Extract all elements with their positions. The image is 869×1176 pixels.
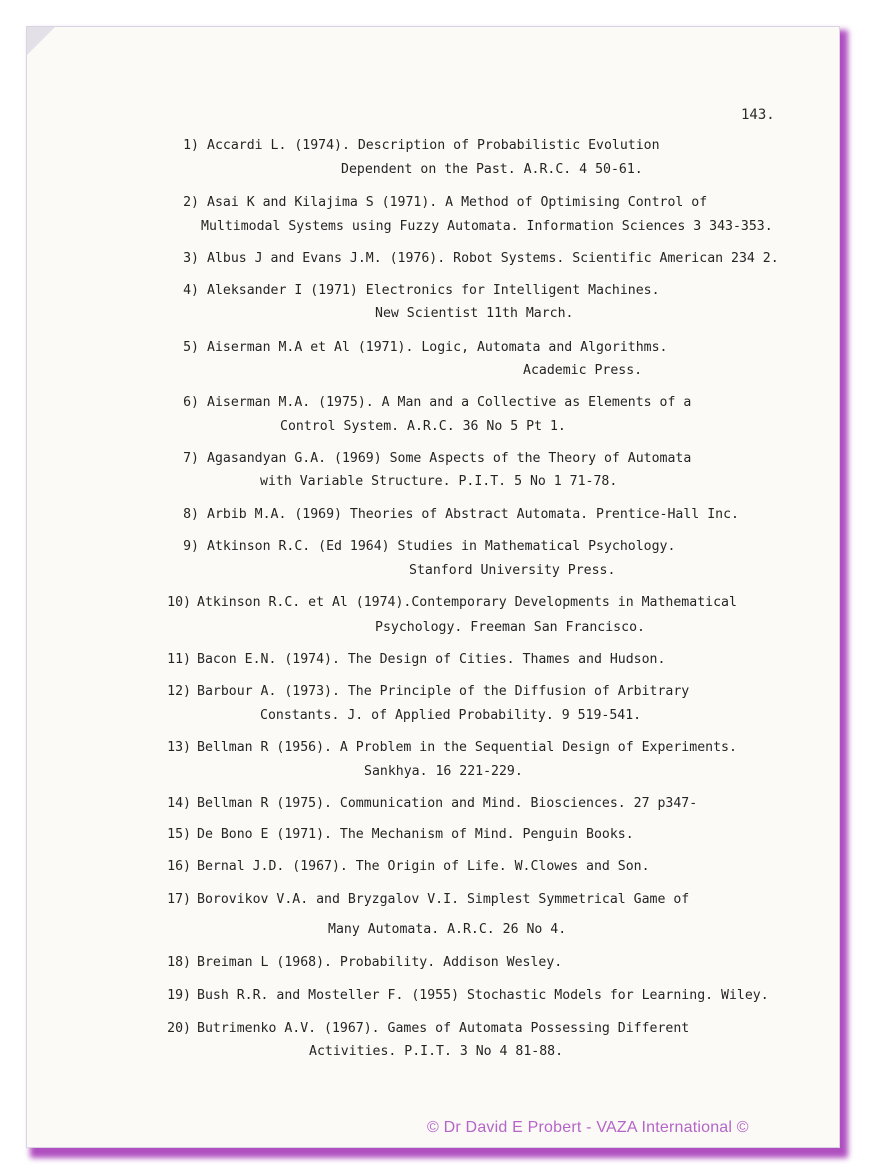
reference-text: Aiserman M.A. (1975). A Man and a Collective as Elements of a (207, 395, 692, 410)
reference-17 (159, 893, 689, 906)
reference-19 (159, 989, 769, 1002)
page-number: 143. (741, 107, 775, 123)
reference-text: De Bono E (1971). The Mechanism of Mind. Penguin Books. (197, 827, 634, 842)
reference-number: 1) (183, 138, 199, 153)
reference-number: 7) (183, 451, 199, 466)
reference-number: 2) (183, 195, 199, 210)
reference-text: Bernal J.D. (1967). The Origin of Life. W.Clowes and Son. (197, 859, 650, 874)
reference-2 (165, 196, 707, 209)
reference-number: 17) (167, 892, 191, 907)
reference-text: Bacon E.N. (1974). The Design of Cities. Thames and Hudson. (197, 652, 666, 667)
reference-text: Atkinson R.C. (Ed 1964) Studies in Mathematical Psychology. (207, 539, 676, 554)
reference-14 (159, 797, 697, 810)
reference-number: 12) (167, 684, 191, 699)
reference-7 (165, 452, 691, 465)
reference-text: Arbib M.A. (1969) Theories of Abstract Automata. Prentice-Hall Inc. (207, 507, 739, 522)
reference-15 (159, 828, 634, 841)
reference-5 (165, 341, 668, 354)
page-fold-corner (27, 27, 55, 55)
reference-11 (159, 653, 665, 666)
reference-20-continuation: Activities. P.I.T. 3 No 4 81-88. (309, 1044, 564, 1059)
reference-13 (159, 741, 737, 754)
reference-5-continuation: Academic Press. (523, 363, 643, 378)
reference-6 (165, 396, 691, 409)
reference-12 (159, 685, 689, 698)
reference-number: 10) (167, 595, 191, 610)
reference-10-continuation: Psychology. Freeman San Francisco. (375, 620, 645, 635)
reference-text: Asai K and Kilajima S (1971). A Method of Optimising Control of (207, 195, 708, 210)
reference-text: Borovikov V.A. and Bryzgalov V.I. Simplest Symmetrical Game of (197, 892, 690, 907)
reference-number: 11) (167, 652, 191, 667)
reference-text: Bush R.R. and Mosteller F. (1955) Stochastic Models for Learning. Wiley. (197, 988, 769, 1003)
reference-9 (165, 540, 675, 553)
reference-9-continuation: Stanford University Press. (409, 563, 616, 578)
reference-number: 9) (183, 539, 199, 554)
reference-6-continuation: Control System. A.R.C. 36 No 5 Pt 1. (280, 419, 566, 434)
reference-number: 5) (183, 340, 199, 355)
reference-text: Agasandyan G.A. (1969) Some Aspects of the Theory of Automata (207, 451, 692, 466)
reference-number: 6) (183, 395, 199, 410)
reference-number: 3) (183, 251, 199, 266)
typed-page (26, 26, 840, 1148)
reference-18 (159, 956, 562, 969)
reference-text: Bellman R (1975). Communication and Mind. Biosciences. 27 p347- (197, 796, 698, 811)
reference-12-continuation: Constants. J. of Applied Probability. 9 519-541. (260, 708, 642, 723)
reference-text: Breiman L (1968). Probability. Addison Wesley. (197, 955, 563, 970)
reference-text: Aiserman M.A et Al (1971). Logic, Automata and Algorithms. (207, 340, 668, 355)
reference-text: Butrimenko A.V. (1967). Games of Automata Possessing Different (197, 1021, 690, 1036)
reference-4-continuation: New Scientist 11th March. (375, 306, 574, 321)
reference-2-continuation: Multimodal Systems using Fuzzy Automata. Information Sciences 3 343-353. (201, 219, 773, 234)
reference-number: 14) (167, 796, 191, 811)
reference-text: Albus J and Evans J.M. (1976). Robot Systems. Scientific American 234 2. (207, 251, 779, 266)
reference-number: 20) (167, 1021, 191, 1036)
reference-text: Aleksander I (1971) Electronics for Intelligent Machines. (207, 283, 660, 298)
reference-text: Bellman R (1956). A Problem in the Sequential Design of Experiments. (197, 740, 737, 755)
reference-17-continuation: Many Automata. A.R.C. 26 No 4. (328, 922, 567, 937)
reference-text: Barbour A. (1973). The Principle of the Diffusion of Arbitrary (197, 684, 690, 699)
reference-number: 18) (167, 955, 191, 970)
copyright-watermark: © Dr David E Probert - VAZA International © (427, 1119, 749, 1136)
reference-number: 15) (167, 827, 191, 842)
reference-number: 16) (167, 859, 191, 874)
reference-number: 4) (183, 283, 199, 298)
reference-8 (165, 508, 739, 521)
reference-1-continuation: Dependent on the Past. A.R.C. 4 50-61. (341, 162, 643, 177)
reference-10 (159, 596, 737, 609)
reference-number: 19) (167, 988, 191, 1003)
reference-7-continuation: with Variable Structure. P.I.T. 5 No 1 71-78. (260, 474, 618, 489)
reference-1 (165, 139, 660, 152)
reference-20 (159, 1022, 689, 1035)
reference-16 (159, 860, 650, 873)
reference-text: Accardi L. (1974). Description of Probabilistic Evolution (207, 138, 660, 153)
reference-number: 13) (167, 740, 191, 755)
reference-text: Atkinson R.C. et Al (1974).Contemporary Developments in Mathematical (197, 595, 737, 610)
reference-number: 8) (183, 507, 199, 522)
reference-13-continuation: Sankhya. 16 221-229. (364, 764, 523, 779)
reference-3 (165, 252, 779, 265)
reference-4 (165, 284, 660, 297)
